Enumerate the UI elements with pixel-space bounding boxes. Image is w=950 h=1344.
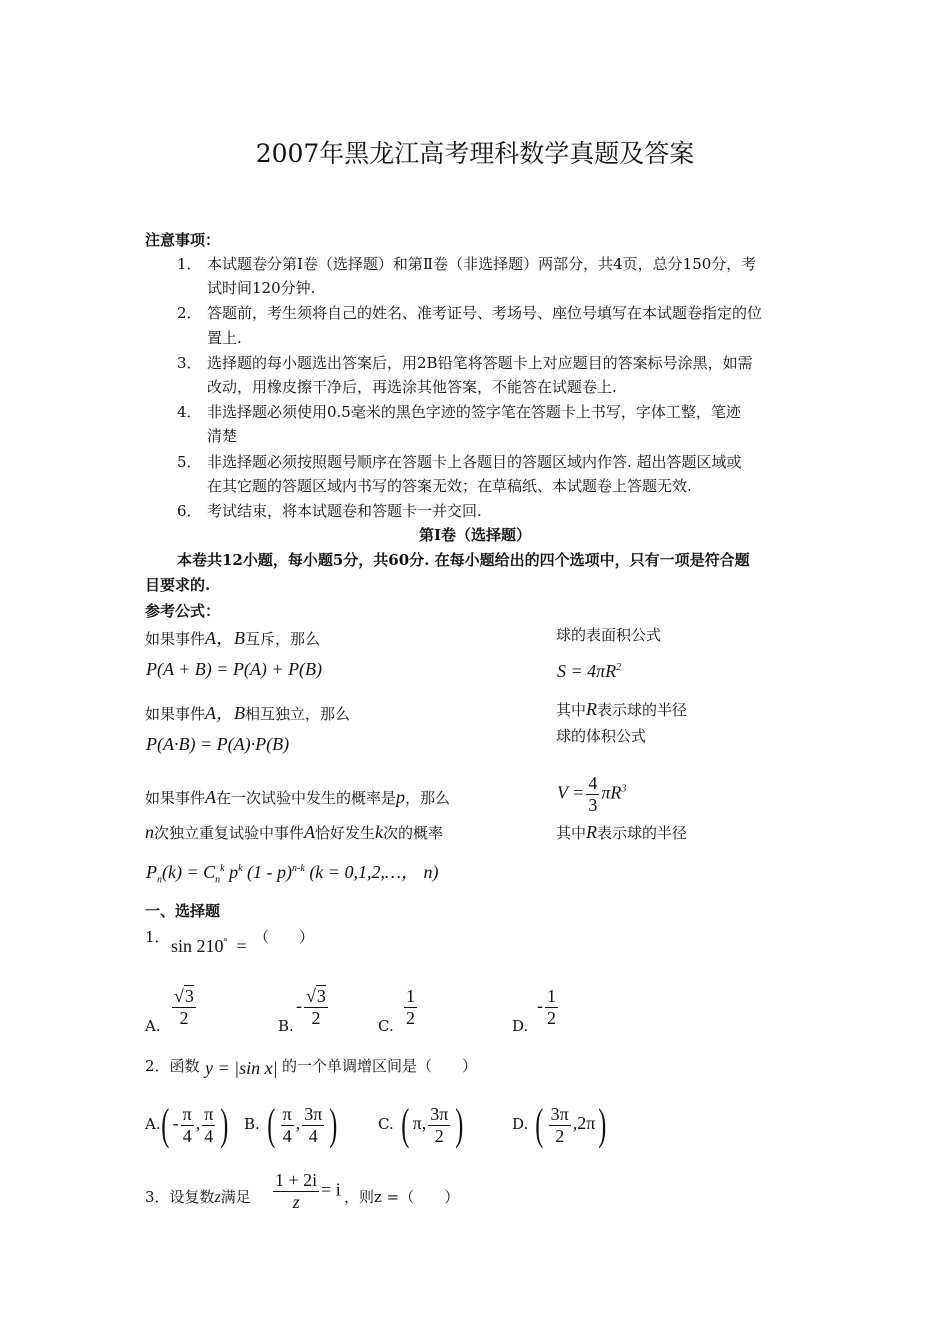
var-p: p [396,787,406,807]
formula-left-line-4: n次独立重复试验中事件A恰好发生k次的概率 [145,822,444,842]
formula-sphere-volume: V = $\frac{4}{3}$ $\pi R^3$ [557,773,627,815]
q1-option-c-value: $\frac{1}{2}$ [406,986,415,1028]
notice-heading: 注意事项： [145,231,221,249]
q2-expression: y = |sin x| [205,1058,278,1078]
q2-option-b-value: ( $\frac{\pi}{4}$ , $\frac{3\pi}{4}$ ) [267,1100,338,1149]
var-a-2: A [304,822,316,842]
q3-tail: ，则z =（ ） [344,1188,460,1206]
q2-option-a-label: A. [145,1115,161,1133]
notice-item-2-line-1: 答题前，考生须将自己的姓名、准考证号、考场号、座位号填写在本试题卷指定的位 [207,304,763,322]
q1-option-c-label: C. [378,1017,394,1035]
notice-item-4-line-1: 非选择题必须使用0.5毫米的黑色字迹的签字笔在答题卡上书写，字体工整，笔迹 [207,403,741,421]
notice-num-4: 4． [177,403,202,421]
notice-item-1-line-1: 本试题卷分第Ⅰ卷（选择题）和第Ⅱ卷（非选择题）两部分，共4页，总分150分，考 [207,255,757,273]
q1-paren: （ ） [254,928,315,946]
q2-number: 2．函数 [145,1057,200,1075]
formula-left-line-3: 如果事件A在一次试验中发生的概率是p，那么 [145,787,451,807]
q2-option-c-value: ( π, $\frac{3\pi}{2}$ ) [401,1100,464,1149]
notice-num-3: 3． [177,354,202,372]
notice-item-3-line-1: 选择题的每小题选出答案后，用2B铅笔将答题卡上对应题目的答案标号涂黑，如需 [207,354,753,372]
formula-addition: P(A + B) = P(A) + P(B) [146,659,323,679]
notice-num-5: 5． [177,453,202,471]
notice-item-5-line-2: 在其它题的答题区域内书写的答案无效；在草稿纸、本试题卷上答题无效. [207,477,692,495]
notice-item-2-line-2: 置上. [207,329,242,347]
notice-item-6-line-1: 考试结束，将本试题卷和答题卡一并交回. [207,502,482,520]
part1-heading: 第Ⅰ卷（选择题） [418,526,532,544]
q2-option-a-value: ( - $\frac{\pi}{4}$ , $\frac{\pi}{4}$ ) [161,1100,229,1149]
var-a-b: A，B [205,628,246,648]
q1-option-b-label: B. [278,1017,294,1035]
q2-option-d-value: ( $\frac{3\pi}{2}$ ,2π) [535,1100,607,1149]
notice-num-1: 1． [177,255,202,273]
notice-item-1-line-2: 试时间120分钟. [207,279,316,297]
q1-option-d-value: - $\frac{1}{2}$ [537,986,556,1028]
notice-item-3-line-2: 改动，用橡皮擦干净后，再选涂其他答案，不能答在试题卷上. [207,378,617,396]
var-a: A [205,787,217,807]
q1-option-b-value: - $\frac{√3}{2}$ [296,986,326,1028]
q3-equation: $\frac{1 + 2i}{z}$ = i [275,1170,341,1212]
q2-option-d-label: D. [512,1115,529,1133]
q3-stem: 3．设复数z满足 [145,1188,251,1206]
q1-number: 1． [145,928,170,946]
formula-right-line-1: 球的表面积公式 [556,626,662,644]
var-a-b-2: A，B [205,703,246,723]
q1-option-a-value: $\frac{√3}{2}$ [174,986,194,1028]
q2-option-c-label: C. [378,1115,394,1133]
notice-num-6: 6． [177,502,202,520]
var-n: n [145,822,154,842]
q3-var-z: z [214,1189,221,1206]
notice-num-2: 2． [177,304,202,322]
part1-intro-line-1: 本卷共12小题，每小题5分，共60分. 在每小题给出的四个选项中，只有一项是符合题 [177,551,750,569]
formula-multiplication: P(A·B) = P(A)·P(B) [146,734,290,754]
formula-left-line-2: 如果事件A，B相互独立，那么 [145,703,351,723]
formula-left-line-1: 如果事件A，B互斥，那么 [145,628,321,648]
formula-right-line-2: 其中R表示球的半径 [556,699,688,719]
q1-option-a-label: A. [145,1017,161,1035]
section1-heading: 一、选择题 [145,902,221,920]
page-title: 2007年黑龙江高考理科数学真题及答案 [255,139,695,168]
var-r-2: R [586,822,598,842]
notice-item-5-line-1: 非选择题必须按照题号顺序在答题卡上各题目的答题区域内作答. 超出答题区域或 [207,453,742,471]
notice-item-4-line-2: 清楚 [207,427,238,445]
formula-sphere-area: $S = 4\pi R^2$ [557,661,622,681]
var-r: R [586,699,598,719]
formula-right-line-3: 球的体积公式 [556,727,647,745]
formula-binomial: $P_n(k) = C_n^k$ $p^k$ (1 - p)$^{n-k}$ (k = 0,1,2,…， n) [146,862,439,886]
q1-option-d-label: D. [512,1017,529,1035]
formulas-heading: 参考公式： [145,602,221,620]
var-k: k [375,822,384,842]
q2-tail: 的一个单调增区间是（ ） [282,1057,478,1075]
part1-intro-line-2: 目要求的. [145,576,211,594]
q2-option-b-label: B. [244,1115,260,1133]
formula-right-line-4: 其中R表示球的半径 [556,822,688,842]
q1-expression: sin 210° = [171,936,247,956]
